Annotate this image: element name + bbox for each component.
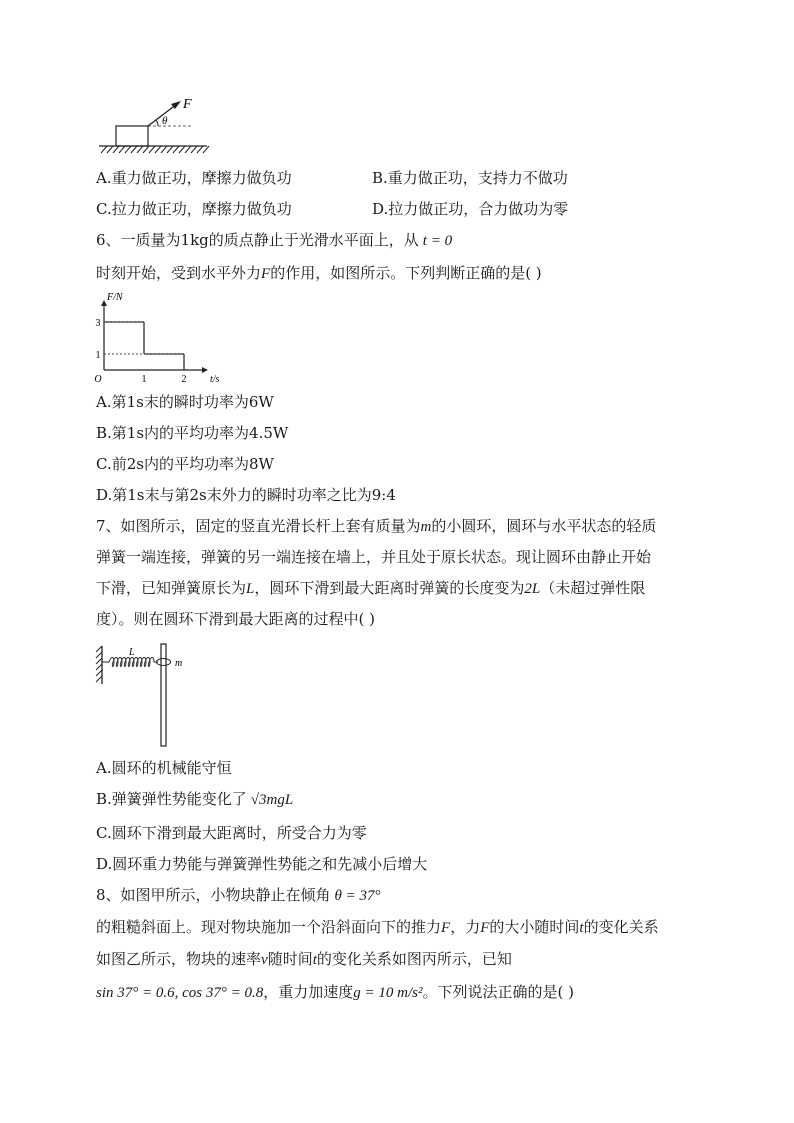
- q6-option-b: B.第1s内的平均功率为4.5W: [96, 424, 289, 442]
- q8-speed-var: v: [261, 952, 268, 968]
- spring-coil: [102, 658, 158, 667]
- q8-text-3a: 如图乙所示，物块的速率: [96, 950, 262, 968]
- angle-arc: [156, 120, 158, 126]
- q8-time-var: t: [579, 920, 584, 936]
- q8-gravity-math: g = 10 m/s²: [353, 985, 423, 1001]
- q8-text-2b: ，力: [450, 918, 481, 936]
- q8-text-2c: 的大小随时间: [489, 918, 580, 936]
- q8-text-3c: 的变化关系如图丙所示，已知: [316, 950, 512, 968]
- q7-stem-line2: 弹簧一端连接，弹簧的另一端连接在墙上，并且处于原长状态。现让圆环由静止开始: [96, 548, 652, 566]
- q7-text-3b: ，圆环下滑到最大距离时弹簧的长度变为: [254, 579, 525, 597]
- q7-option-d: D.圆环重力势能与弹簧弹性势能之和先减小后增大: [96, 855, 428, 873]
- force-time-chart: [92, 290, 222, 385]
- q7-option-b: [96, 789, 293, 810]
- q7-text-1b: 的小圆环，圆环与水平状态的轻质: [431, 517, 657, 535]
- vertical-rod: [161, 644, 166, 746]
- q6-time-math: t = 0: [422, 233, 453, 249]
- q8-text-2d: 的变化关系: [583, 918, 659, 936]
- q7-text-3a: 下滑，已知弹簧原长为: [96, 579, 247, 597]
- q6-stem-line1: [96, 230, 452, 251]
- q7-option-c: C.圆环下滑到最大距离时，所受合力为零: [96, 824, 367, 842]
- q7-stem-line1: [96, 516, 656, 537]
- q6-stem-text: 6、一质量为1kg的质点静止于光滑水平面上，从: [96, 231, 419, 249]
- q6-stem-text-2a: 时刻开始，受到水平外力: [96, 264, 262, 282]
- q5-option-b: B.重力做正功，支持力不做功: [372, 169, 568, 187]
- q8-stem-line2: [96, 917, 659, 938]
- q5-option-c: C.拉力做正功，摩擦力做负功: [96, 200, 292, 218]
- y-axis-label: F/N: [107, 292, 123, 303]
- q5-option-d: D.拉力做正功，合力做功为零: [372, 200, 569, 218]
- q7-text-3c: （未超过弹性限: [540, 579, 646, 597]
- q6-option-a: A.第1s末的瞬时功率为6W: [96, 393, 274, 411]
- q8-text-4b: 。下列说法正确的是( ): [422, 983, 574, 1001]
- block-force-figure: [95, 95, 215, 157]
- q8-time-var-2: t: [312, 952, 317, 968]
- x-axis-label: t/s: [210, 374, 220, 385]
- q8-angle-math: θ = 37°: [334, 888, 381, 904]
- y-tick-label-3: 3: [95, 318, 101, 329]
- q7-text-1a: 7、如图所示，固定的竖直光滑长杆上套有质量为: [96, 517, 421, 535]
- ground-hatching: [101, 146, 209, 153]
- q6-stem-line2: [96, 263, 542, 284]
- q6-option-d: D.第1s末与第2s末外力的瞬时功率之比为9:4: [96, 486, 396, 504]
- q7-option-a: A.圆环的机械能守恒: [96, 759, 232, 777]
- q6-option-c: C.前2s内的平均功率为8W: [96, 455, 274, 473]
- force-label: F: [183, 97, 192, 112]
- q7-option-b-math: √3mgL: [250, 792, 294, 808]
- wall-hatching: [96, 646, 102, 682]
- q7-option-b-text: B.弹簧弹性势能变化了: [96, 790, 247, 808]
- x-axis-arrowhead: [202, 367, 208, 373]
- spring-length-label: L: [129, 647, 135, 658]
- q6-force-var: F: [261, 266, 271, 282]
- q8-stem-line3: [96, 949, 512, 970]
- block: [116, 126, 148, 146]
- q8-trig-math: sin 37° = 0.6, cos 37° = 0.8: [96, 985, 264, 1001]
- angle-label: θ: [162, 115, 168, 127]
- x-tick-label-1: 1: [141, 374, 147, 385]
- mass-label: m: [175, 658, 183, 669]
- q7-mass-var: m: [420, 519, 432, 535]
- x-tick-label-2: 2: [181, 374, 187, 385]
- spring-ring-figure: [95, 642, 195, 748]
- origin-label: O: [94, 374, 102, 385]
- q8-force-var-2: F: [480, 920, 490, 936]
- q8-text-4a: ，重力加速度: [263, 983, 354, 1001]
- q8-stem-line4: [96, 982, 574, 1003]
- q7-length-value: 2L: [524, 581, 541, 597]
- q8-text-3b: 随时间: [267, 950, 313, 968]
- y-tick-label-1: 1: [95, 350, 101, 361]
- q8-stem-line1: [96, 885, 381, 906]
- q5-option-a: A.重力做正功，摩擦力做负功: [96, 169, 292, 187]
- q6-stem-text-2b: 的作用，如图所示。下列判断正确的是( ): [270, 264, 542, 282]
- q8-force-var: F: [441, 920, 451, 936]
- q7-length-var: L: [246, 581, 255, 597]
- q8-text-2a: 的粗糙斜面上。现对物块施加一个沿斜面向下的推力: [96, 918, 442, 936]
- q8-text-1: 8、如图甲所示，小物块静止在倾角: [96, 886, 331, 904]
- q7-stem-line4: 度）。则在圆环下滑到最大距离的过程中( ): [96, 610, 375, 628]
- q7-stem-line3: [96, 578, 645, 599]
